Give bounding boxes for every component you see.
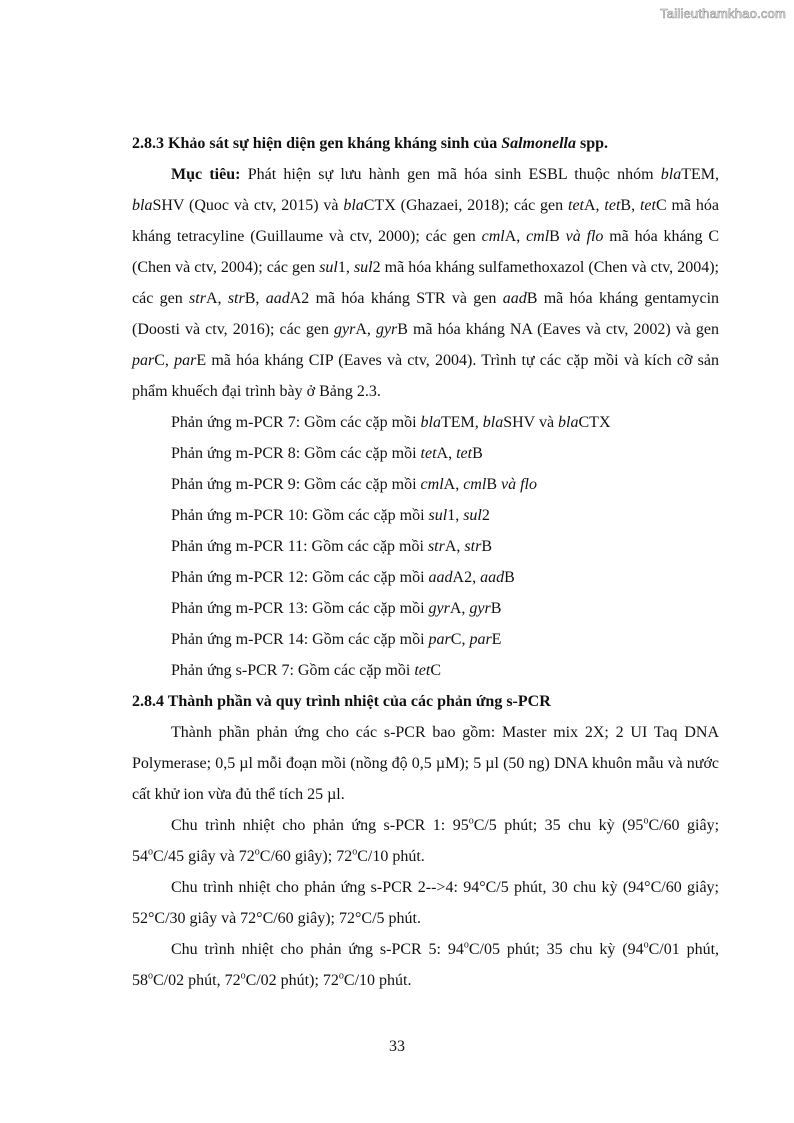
italic-gene-text: str	[227, 290, 245, 307]
text-run: Phản ứng m-PCR 9: Gồm các cặp mồi	[171, 476, 421, 493]
text-run: Thành phần phản ứng cho các s-PCR bao gồm: Master mix 2X; 2 UI Taq DNA Polymerase; 0,5 µl mỗi đoạn mồi (nồng độ 0,5 µM); 5 µl (50 ng) DNA khuôn mẫu và nước cất khử ion vừa đủ thể tích 25 µl.	[132, 724, 719, 803]
degree-superscript: o	[254, 846, 260, 858]
text-run: B,	[244, 290, 266, 307]
text-run: Phản ứng m-PCR 14: Gồm các cặp mồi	[171, 631, 429, 648]
text-run: A,	[205, 290, 228, 307]
text-run: A,	[584, 197, 605, 214]
italic-gene-text: và flo	[565, 228, 604, 245]
text-run: Phản ứng m-PCR 13: Gồm các cặp mồi	[171, 600, 429, 617]
text-run: Phản ứng m-PCR 10: Gồm các cặp mồi	[171, 507, 429, 524]
text-run: SHV và	[503, 414, 559, 431]
italic-gene-text: sul	[428, 507, 448, 524]
text-run: B	[472, 445, 483, 462]
text-run: C	[430, 662, 441, 679]
italic-gene-text: gyr	[375, 321, 398, 338]
reaction-item	[132, 500, 719, 531]
reaction-item	[132, 438, 719, 469]
italic-gene-text: gyr	[428, 600, 450, 617]
italic-gene-text: par	[428, 631, 451, 648]
italic-gene-text: aad	[480, 569, 505, 586]
degree-superscript: o	[240, 970, 246, 982]
body-paragraph	[132, 810, 719, 872]
italic-gene-text: bla	[343, 197, 364, 214]
degree-superscript: o	[338, 970, 344, 982]
heading-suffix: spp.	[575, 135, 608, 152]
reaction-list	[132, 407, 719, 686]
text-run: Phát hiện sự lưu hành gen mã hóa sinh ESBL thuộc nhóm	[240, 166, 661, 183]
text-run: B	[486, 476, 501, 493]
text-run: B	[481, 538, 492, 555]
reaction-item	[132, 531, 719, 562]
document-page	[132, 128, 719, 996]
watermark-text: Tailieuthamkhao.com	[660, 6, 786, 21]
italic-gene-text: cml	[526, 228, 550, 245]
degree-superscript: o	[148, 846, 153, 858]
italic-gene-text: tet	[604, 197, 621, 214]
heading-italic: Salmonella	[501, 135, 576, 152]
degree-superscript: o	[352, 846, 358, 858]
italic-gene-text: sul	[463, 507, 482, 524]
text-run: Phản ứng m-PCR 12: Gồm các cặp mồi	[171, 569, 429, 586]
text-run: A,	[504, 228, 527, 245]
heading-prefix: 2.8.3 Khảo sát sự hiện diện gen kháng kháng sinh của	[132, 135, 502, 152]
text-run: C/60 giây); 72	[259, 848, 353, 865]
italic-gene-text: str	[189, 290, 206, 307]
reaction-item	[132, 469, 719, 500]
italic-gene-text: bla	[420, 414, 441, 431]
text-run: C/10 phút.	[357, 848, 425, 865]
body-paragraph	[132, 872, 719, 934]
text-run: C mã hóa kháng tetracyline (Guillaume và ctv, 2000); các gen	[132, 197, 719, 245]
text-run: 2 mã hóa kháng sulfamethoxazol (Chen và ctv, 2004); các gen	[132, 259, 720, 307]
degree-superscript: o	[643, 939, 649, 951]
italic-gene-text: cml	[481, 228, 505, 245]
text-run: A,	[444, 538, 465, 555]
text-run: B mã hóa kháng NA (Eaves và ctv, 2002) và gen	[397, 321, 719, 338]
italic-gene-text: bla	[482, 414, 504, 431]
italic-gene-text: aad	[265, 290, 290, 307]
text-run: B	[504, 569, 515, 586]
body-paragraph	[132, 934, 719, 996]
objective-label: Mục tiêu:	[171, 166, 241, 183]
italic-gene-text: gyr	[334, 321, 356, 338]
text-run: B	[490, 600, 502, 617]
text-run: Phản ứng m-PCR 8: Gồm các cặp mồi	[171, 445, 421, 462]
reaction-item	[132, 593, 719, 624]
italic-gene-text: tet	[420, 445, 437, 462]
text-run: B	[549, 228, 566, 245]
italic-gene-text: par	[132, 352, 155, 369]
page-number: 33	[389, 1038, 405, 1055]
degree-superscript: o	[468, 815, 474, 827]
objective-paragraph	[132, 159, 719, 407]
text-run: C/5 phút; 35 chu kỳ (95	[473, 817, 644, 834]
text-run: C/10 phút.	[343, 972, 412, 989]
text-run: Chu trình nhiệt cho phản ứng s-PCR 1: 95	[171, 817, 469, 834]
text-run: C/01 phút, 58	[132, 941, 720, 989]
section-heading-2-8-3	[132, 128, 719, 159]
degree-superscript: o	[463, 939, 469, 951]
italic-gene-text: par	[469, 631, 492, 648]
text-run: A2,	[452, 569, 481, 586]
text-run: SHV (Quoc và ctv, 2015) và	[152, 197, 344, 214]
text-run: A,	[355, 321, 376, 338]
text-run: CTX	[578, 414, 611, 431]
text-run: C,	[450, 631, 470, 648]
text-run: 1,	[337, 259, 354, 276]
text-run: mã hóa kháng C (Chen và ctv, 2004); các gen	[132, 228, 720, 276]
text-run: 2	[481, 507, 490, 524]
reaction-item	[132, 655, 719, 686]
text-run: CTX (Ghazaei, 2018); các gen	[363, 197, 568, 214]
italic-gene-text: bla	[660, 166, 682, 183]
text-run: Phản ứng m-PCR 11: Gồm các cặp mồi	[171, 538, 428, 555]
italic-gene-text: cml	[420, 476, 444, 493]
text-run: C,	[154, 352, 175, 369]
text-run: A,	[443, 476, 464, 493]
italic-gene-text: sul	[319, 259, 338, 276]
section-heading-2-8-4: 2.8.4 Thành phần và quy trình nhiệt của các phản ứng s-PCR	[132, 693, 551, 710]
italic-gene-text: tet	[414, 662, 431, 679]
italic-gene-text: tet	[456, 445, 473, 462]
text-run: Chu trình nhiệt cho phản ứng s-PCR 5: 94	[171, 941, 464, 958]
text-run: B,	[620, 197, 640, 214]
degree-superscript: o	[643, 815, 649, 827]
text-run: C/45 giây và 72	[153, 848, 255, 865]
text-run: Phản ứng m-PCR 7: Gồm các cặp mồi	[171, 414, 421, 431]
degree-superscript: o	[148, 970, 153, 982]
italic-gene-text: par	[174, 352, 197, 369]
body-paragraph	[132, 717, 719, 810]
reaction-item	[132, 624, 719, 655]
reaction-item	[132, 407, 719, 438]
text-run: 1,	[447, 507, 464, 524]
text-run: C/02 phút, 72	[153, 972, 241, 989]
text-run: TEM,	[440, 414, 483, 431]
text-run: B mã hóa kháng gentamycin (Doosti và ctv, 2016); các gen	[132, 290, 720, 338]
italic-gene-text: bla	[132, 197, 153, 214]
italic-gene-text: gyr	[469, 600, 491, 617]
section-2-8-4-body	[132, 717, 719, 996]
italic-gene-text: sul	[353, 259, 373, 276]
italic-gene-text: str	[427, 538, 445, 555]
reaction-item	[132, 562, 719, 593]
text-run: C/60 giây; 54	[132, 817, 720, 865]
text-run: A,	[436, 445, 457, 462]
text-run: TEM,	[681, 166, 720, 183]
italic-gene-text: aad	[502, 290, 527, 307]
italic-gene-text: cml	[463, 476, 487, 493]
text-run: A2 mã hóa kháng STR và gen	[289, 290, 503, 307]
italic-gene-text: str	[464, 538, 482, 555]
text-run: Chu trình nhiệt cho phản ứng s-PCR 2-->4: 94°C/5 phút, 30 chu kỳ (94°C/60 giây; 52°C/30 giây và 72°C/60 giây); 72°C/5 phút.	[132, 879, 719, 927]
text-run: A,	[449, 600, 470, 617]
italic-gene-text: tet	[639, 197, 656, 214]
text-run: C/05 phút; 35 chu kỳ (94	[468, 941, 644, 958]
italic-gene-text: tet	[568, 197, 584, 214]
text-run: E	[491, 631, 502, 648]
italic-gene-text: bla	[558, 414, 579, 431]
text-run: E mã hóa kháng CIP (Eaves và ctv, 2004). Trình tự các cặp mồi và kích cỡ sản phẩm khuếch đại trình bày ở Bảng 2.3.	[132, 352, 720, 400]
italic-gene-text: aad	[428, 569, 453, 586]
text-run: Phản ứng s-PCR 7: Gồm các cặp mồi	[171, 662, 415, 679]
italic-gene-text: và flo	[500, 476, 537, 493]
text-run: C/02 phút); 72	[245, 972, 339, 989]
